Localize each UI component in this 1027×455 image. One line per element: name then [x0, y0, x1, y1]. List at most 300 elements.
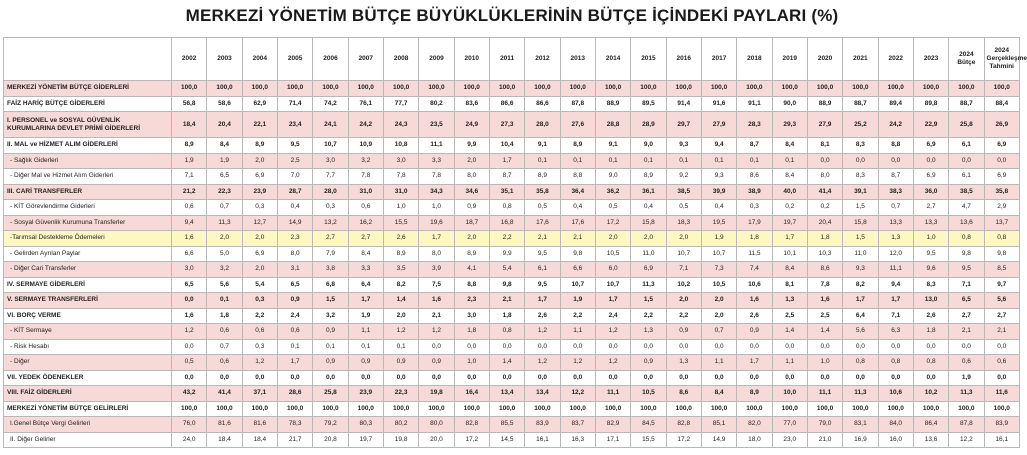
table-cell: 0,7	[207, 339, 242, 355]
table-cell: 6,3	[878, 324, 913, 340]
table-cell: 2,9	[984, 200, 1019, 216]
table-cell: 8,8	[560, 169, 595, 185]
table-cell: 19,6	[419, 215, 454, 231]
table-cell: 17,9	[737, 215, 772, 231]
table-cell: 6,5	[172, 277, 207, 293]
table-cell: 8,9	[383, 246, 418, 262]
table-cell: 1,8	[737, 231, 772, 247]
table-cell: 2,2	[631, 308, 666, 324]
table-cell: 0,0	[913, 370, 948, 386]
table-cell: 6,5	[207, 169, 242, 185]
table-cell: 100,0	[348, 401, 383, 417]
table-cell: 24,1	[313, 112, 348, 138]
row-label: IV. SERMAYE GİDERLERİ	[4, 277, 172, 293]
table-cell: 0,0	[737, 370, 772, 386]
table-cell: 14,9	[277, 215, 312, 231]
table-cell: 10,4	[489, 138, 524, 154]
table-cell: 19,7	[348, 432, 383, 448]
row-label: V. SERMAYE TRANSFERLERİ	[4, 293, 172, 309]
table-cell: 5,6	[984, 293, 1019, 309]
table-cell: 100,0	[807, 401, 842, 417]
table-cell: 2,5	[807, 308, 842, 324]
table-cell: 0,9	[631, 355, 666, 371]
table-cell: 0,1	[772, 153, 807, 169]
table-cell: 4,1	[454, 262, 489, 278]
table-cell: 1,1	[560, 324, 595, 340]
table-cell: 100,0	[419, 81, 454, 97]
table-cell: 100,0	[277, 401, 312, 417]
column-header: 2015	[631, 38, 666, 81]
table-cell: 12,2	[949, 432, 984, 448]
table-cell: 1,5	[313, 293, 348, 309]
table-cell: 1,6	[807, 293, 842, 309]
row-label: II. MAL ve HİZMET ALIM GİDERLERİ	[4, 138, 172, 154]
table-cell: 2,0	[242, 231, 277, 247]
table-cell: 1,7	[277, 355, 312, 371]
table-cell: 100,0	[454, 401, 489, 417]
table-cell: 6,8	[313, 277, 348, 293]
table-cell: 38,5	[666, 184, 701, 200]
table-cell: 86,6	[489, 96, 524, 112]
table-row	[4, 200, 1020, 216]
table-cell: 10,6	[737, 277, 772, 293]
table-cell: 3,0	[383, 153, 418, 169]
table-cell: 12,0	[878, 246, 913, 262]
table-cell: 2,7	[984, 308, 1019, 324]
table-cell: 79,0	[807, 417, 842, 433]
table-cell: 3,2	[348, 153, 383, 169]
table-cell: 100,0	[843, 81, 878, 97]
table-cell: 20,4	[807, 215, 842, 231]
table-cell: 0,4	[277, 200, 312, 216]
table-cell: 100,0	[172, 81, 207, 97]
table-cell: 2,2	[489, 231, 524, 247]
table-cell: 0,0	[525, 339, 560, 355]
table-cell: 7,0	[277, 169, 312, 185]
table-cell: 1,8	[807, 231, 842, 247]
table-cell: 23,5	[419, 112, 454, 138]
table-cell: 5,4	[242, 277, 277, 293]
table-cell: 13,6	[949, 215, 984, 231]
table-cell: 41,4	[207, 386, 242, 402]
column-header: 2023	[913, 38, 948, 81]
table-cell: 2,1	[419, 308, 454, 324]
table-cell: 1,7	[843, 293, 878, 309]
table-cell: 0,0	[313, 370, 348, 386]
table-cell: 0,0	[949, 153, 984, 169]
table-cell: 1,8	[913, 324, 948, 340]
table-cell: 3,1	[277, 262, 312, 278]
table-row	[4, 153, 1020, 169]
table-cell: 1,9	[949, 370, 984, 386]
table-cell: 0,0	[172, 370, 207, 386]
table-cell: 0,9	[348, 355, 383, 371]
table-cell: 0,0	[207, 370, 242, 386]
column-header: 2005	[277, 38, 312, 81]
table-cell: 100,0	[595, 81, 630, 97]
table-cell: 31,0	[383, 184, 418, 200]
table-cell: 9,4	[172, 215, 207, 231]
table-cell: 2,0	[454, 153, 489, 169]
table-cell: 14,5	[489, 432, 524, 448]
table-cell: 100,0	[737, 401, 772, 417]
table-cell: 100,0	[207, 401, 242, 417]
table-cell: 0,0	[984, 153, 1019, 169]
table-cell: 18,4	[207, 432, 242, 448]
table-cell: 0,1	[207, 293, 242, 309]
table-cell: 6,1	[525, 262, 560, 278]
table-cell: 1,3	[631, 324, 666, 340]
row-label: - Diğer Mal ve Hizmet Alım Giderleri	[4, 169, 172, 185]
table-cell: 2,0	[631, 231, 666, 247]
table-cell: 0,8	[489, 324, 524, 340]
table-cell: 100,0	[560, 401, 595, 417]
table-cell: 27,9	[701, 112, 736, 138]
table-cell: 2,2	[560, 308, 595, 324]
table-cell: 15,5	[383, 215, 418, 231]
table-cell: 18,7	[454, 215, 489, 231]
table-cell: 11,1	[595, 386, 630, 402]
table-cell: 9,7	[984, 277, 1019, 293]
table-cell: 100,0	[277, 81, 312, 97]
table-cell: 21,0	[807, 432, 842, 448]
table-cell: 7,3	[701, 262, 736, 278]
table-cell: 13,3	[878, 215, 913, 231]
table-cell: 8,2	[843, 277, 878, 293]
column-header: 2012	[525, 38, 560, 81]
table-cell: 26,9	[984, 112, 1019, 138]
table-cell: 88,7	[843, 96, 878, 112]
column-header: 2019	[772, 38, 807, 81]
table-cell: 9,8	[984, 246, 1019, 262]
table-cell: 0,1	[666, 153, 701, 169]
table-cell: 8,9	[631, 169, 666, 185]
table-cell: 1,2	[242, 355, 277, 371]
table-cell: 8,4	[772, 262, 807, 278]
table-cell: 0,6	[348, 200, 383, 216]
table-cell: 100,0	[454, 81, 489, 97]
table-cell: 0,0	[666, 370, 701, 386]
table-cell: 100,0	[913, 401, 948, 417]
table-cell: 1,5	[631, 293, 666, 309]
table-cell: 9,3	[843, 262, 878, 278]
table-cell: 19,8	[419, 386, 454, 402]
table-cell: 13,4	[489, 386, 524, 402]
table-cell: 0,9	[313, 355, 348, 371]
table-cell: 1,9	[348, 308, 383, 324]
table-cell: 7,8	[807, 277, 842, 293]
table-cell: 6,5	[949, 293, 984, 309]
table-cell: 2,4	[595, 308, 630, 324]
table-cell: 7,1	[949, 277, 984, 293]
table-cell: 6,5	[277, 277, 312, 293]
table-cell: 1,6	[172, 308, 207, 324]
table-cell: 8,4	[207, 138, 242, 154]
column-header: 2018	[737, 38, 772, 81]
table-cell: 83,7	[560, 417, 595, 433]
table-cell: 23,0	[772, 432, 807, 448]
table-cell: 91,1	[737, 96, 772, 112]
table-cell: 1,2	[525, 355, 560, 371]
table-cell: 16,2	[348, 215, 383, 231]
column-header: 2024 Gerçekleşme Tahmini	[984, 38, 1019, 81]
table-cell: 82,0	[737, 417, 772, 433]
table-cell: 10,2	[913, 386, 948, 402]
table-cell: 2,4	[277, 308, 312, 324]
table-cell: 15,8	[843, 215, 878, 231]
table-cell: 10,8	[383, 138, 418, 154]
table-cell: 1,7	[737, 355, 772, 371]
table-cell: 0,0	[595, 339, 630, 355]
table-cell: 3,0	[172, 262, 207, 278]
table-cell: 1,0	[454, 355, 489, 371]
table-cell: 0,0	[878, 370, 913, 386]
table-cell: 16,1	[525, 432, 560, 448]
table-cell: 34,6	[454, 184, 489, 200]
table-cell: 1,4	[383, 293, 418, 309]
table-cell: 0,0	[454, 370, 489, 386]
table-cell: 16,8	[489, 215, 524, 231]
table-cell: 17,2	[595, 215, 630, 231]
table-cell: 76,0	[172, 417, 207, 433]
table-cell: 8,9	[172, 138, 207, 154]
table-cell: 10,3	[807, 246, 842, 262]
table-cell: 10,7	[560, 277, 595, 293]
table-cell: 27,3	[489, 112, 524, 138]
row-label: -Tarımsal Destekleme Ödemeleri	[4, 231, 172, 247]
table-cell: 8,0	[277, 246, 312, 262]
table-cell: 0,6	[949, 355, 984, 371]
table-cell: 28,8	[595, 112, 630, 138]
table-cell: 4,7	[949, 200, 984, 216]
table-cell: 43,2	[172, 386, 207, 402]
table-cell: 80,0	[419, 417, 454, 433]
column-header: 2010	[454, 38, 489, 81]
table-cell: 0,1	[383, 339, 418, 355]
table-cell: 31,0	[348, 184, 383, 200]
table-cell: 88,9	[807, 96, 842, 112]
table-cell: 82,8	[454, 417, 489, 433]
table-cell: 11,5	[737, 246, 772, 262]
table-cell: 5,4	[489, 262, 524, 278]
table-cell: 1,6	[172, 231, 207, 247]
table-cell: 22,9	[913, 112, 948, 138]
table-cell: 0,5	[525, 200, 560, 216]
table-cell: 11,3	[207, 215, 242, 231]
table-cell: 1,2	[172, 324, 207, 340]
row-label: I.Genel Bütçe Vergi Gelirleri	[4, 417, 172, 433]
table-cell: 0,5	[172, 355, 207, 371]
table-cell: 28,9	[631, 112, 666, 138]
table-row	[4, 370, 1020, 386]
table-cell: 62,9	[242, 96, 277, 112]
table-cell: 22,3	[383, 386, 418, 402]
table-cell: 0,4	[701, 200, 736, 216]
table-cell: 23,9	[242, 184, 277, 200]
table-cell: 0,5	[595, 200, 630, 216]
table-cell: 12,7	[242, 215, 277, 231]
table-cell: 100,0	[631, 401, 666, 417]
table-cell: 86,4	[913, 417, 948, 433]
table-cell: 2,5	[277, 153, 312, 169]
table-cell: 0,3	[242, 293, 277, 309]
table-cell: 82,9	[595, 417, 630, 433]
table-cell: 1,8	[207, 308, 242, 324]
table-row	[4, 112, 1020, 138]
table-cell: 80,2	[383, 417, 418, 433]
table-cell: 83,9	[984, 417, 1019, 433]
table-cell: 0,9	[737, 324, 772, 340]
table-cell: 6,9	[913, 138, 948, 154]
table-cell: 7,8	[383, 169, 418, 185]
table-cell: 10,5	[701, 277, 736, 293]
table-cell: 1,2	[525, 324, 560, 340]
table-cell: 1,9	[207, 153, 242, 169]
table-cell: 11,3	[843, 386, 878, 402]
table-cell: 37,1	[242, 386, 277, 402]
table-cell: 2,0	[666, 293, 701, 309]
table-row	[4, 169, 1020, 185]
table-cell: 18,0	[737, 432, 772, 448]
column-header: 2022	[878, 38, 913, 81]
table-cell: 7,1	[666, 262, 701, 278]
table-cell: 2,3	[277, 231, 312, 247]
table-cell: 0,0	[843, 370, 878, 386]
table-cell: 58,6	[207, 96, 242, 112]
table-cell: 29,3	[772, 112, 807, 138]
table-cell: 1,6	[419, 293, 454, 309]
table-cell: 0,0	[772, 370, 807, 386]
table-cell: 8,9	[454, 246, 489, 262]
table-cell: 0,7	[207, 200, 242, 216]
table-cell: 0,0	[984, 339, 1019, 355]
table-cell: 2,1	[489, 293, 524, 309]
column-header: 2007	[348, 38, 383, 81]
row-label: VIII. FAİZ GİDERLERİ	[4, 386, 172, 402]
table-cell: 29,7	[666, 112, 701, 138]
table-cell: 0,1	[631, 153, 666, 169]
table-cell: 71,4	[277, 96, 312, 112]
table-cell: 0,0	[172, 293, 207, 309]
table-cell: 24,9	[454, 112, 489, 138]
table-cell: 2,6	[383, 231, 418, 247]
table-cell: 100,0	[242, 401, 277, 417]
table-cell: 34,3	[419, 184, 454, 200]
table-cell: 0,0	[701, 370, 736, 386]
table-row	[4, 138, 1020, 154]
table-cell: 7,4	[737, 262, 772, 278]
table-cell: 2,7	[313, 231, 348, 247]
table-row	[4, 215, 1020, 231]
table-cell: 11,0	[631, 246, 666, 262]
table-cell: 2,0	[242, 153, 277, 169]
table-cell: 0,0	[525, 370, 560, 386]
table-cell: 100,0	[419, 401, 454, 417]
table-cell: 100,0	[242, 81, 277, 97]
table-cell: 2,1	[560, 231, 595, 247]
table-cell: 15,8	[631, 215, 666, 231]
table-cell: 2,7	[913, 200, 948, 216]
table-cell: 8,3	[913, 277, 948, 293]
table-cell: 9,8	[949, 246, 984, 262]
table-cell: 89,5	[631, 96, 666, 112]
column-header: 2017	[701, 38, 736, 81]
table-cell: 9,1	[595, 138, 630, 154]
table-cell: 0,5	[666, 200, 701, 216]
table-cell: 0,0	[454, 339, 489, 355]
table-cell: 9,8	[489, 277, 524, 293]
table-cell: 1,4	[489, 355, 524, 371]
table-row	[4, 277, 1020, 293]
table-cell: 0,6	[242, 324, 277, 340]
table-cell: 2,2	[242, 308, 277, 324]
table-cell: 0,9	[454, 200, 489, 216]
table-cell: 100,0	[843, 401, 878, 417]
table-cell: 35,8	[525, 184, 560, 200]
table-row	[4, 386, 1020, 402]
table-cell: 0,0	[489, 339, 524, 355]
table-cell: 0,8	[843, 355, 878, 371]
row-label: FAİZ HARİÇ BÜTÇE GİDERLERİ	[4, 96, 172, 112]
table-cell: 2,1	[984, 324, 1019, 340]
table-cell: 100,0	[489, 401, 524, 417]
table-cell: 36,1	[631, 184, 666, 200]
table-cell: 24,2	[878, 112, 913, 138]
row-label: - Sağlık Giderleri	[4, 153, 172, 169]
table-cell: 1,0	[419, 200, 454, 216]
table-cell: 9,9	[454, 138, 489, 154]
table-cell: 3,3	[419, 153, 454, 169]
table-row	[4, 81, 1020, 97]
table-cell: 8,9	[242, 138, 277, 154]
column-header: 2008	[383, 38, 418, 81]
column-header: 2009	[419, 38, 454, 81]
column-header: 2011	[489, 38, 524, 81]
table-cell: 0,2	[807, 200, 842, 216]
table-cell: 8,1	[807, 138, 842, 154]
table-cell: 39,1	[843, 184, 878, 200]
table-cell: 6,9	[984, 169, 1019, 185]
table-cell: 2,5	[772, 308, 807, 324]
table-cell: 1,7	[878, 293, 913, 309]
table-cell: 2,0	[207, 231, 242, 247]
table-cell: 9,5	[913, 246, 948, 262]
row-label: - Risk Hesabı	[4, 339, 172, 355]
table-cell: 7,7	[313, 169, 348, 185]
table-cell: 0,1	[595, 153, 630, 169]
table-cell: 11,0	[843, 246, 878, 262]
table-cell: 8,4	[348, 246, 383, 262]
table-cell: 36,2	[595, 184, 630, 200]
table-cell: 8,1	[772, 277, 807, 293]
table-cell: 1,7	[348, 293, 383, 309]
table-cell: 13,6	[913, 432, 948, 448]
table-cell: 0,8	[489, 200, 524, 216]
column-header: 2002	[172, 38, 207, 81]
table-cell: 6,6	[172, 246, 207, 262]
table-cell: 7,8	[348, 169, 383, 185]
table-cell: 16,0	[878, 432, 913, 448]
table-cell: 8,7	[737, 138, 772, 154]
table-row	[4, 262, 1020, 278]
table-cell: 1,2	[560, 355, 595, 371]
table-cell: 0,6	[172, 200, 207, 216]
table-cell: 1,5	[843, 200, 878, 216]
table-cell: 6,9	[242, 246, 277, 262]
table-cell: 1,2	[419, 324, 454, 340]
column-header: 2024 Bütçe	[949, 38, 984, 81]
table-cell: 0,0	[949, 339, 984, 355]
